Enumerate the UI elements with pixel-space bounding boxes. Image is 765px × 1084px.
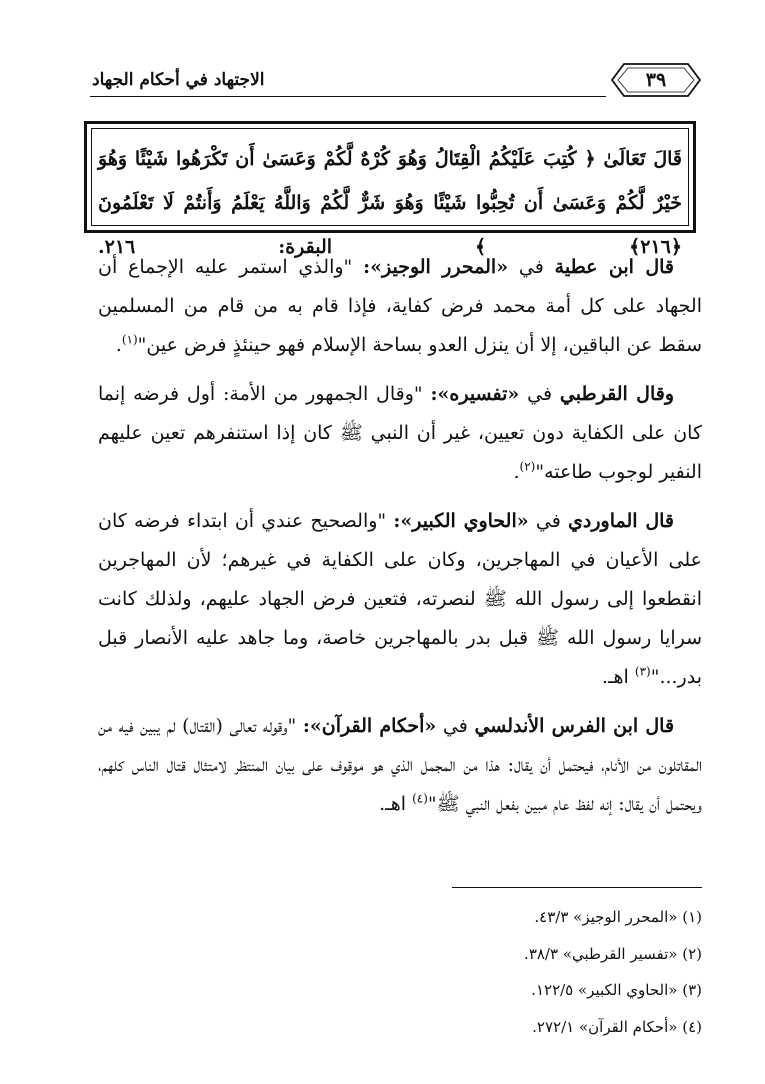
page-header: [90, 62, 702, 102]
paragraph-qurtubi: [98, 375, 702, 492]
footnote-ref: (١): [121, 332, 138, 347]
footnote-3: (٣) «الحاوي الكبير» ١٢٢/٥.: [531, 981, 702, 999]
author-name: قال ابن عطية: [554, 256, 674, 278]
book-title: «أحكام القرآن»:: [302, 715, 437, 737]
quote-text: "وقوله تعالى (القتال) لم يبين فيه من المقاتلون من الأنام، فيحتمل أن يقال: هذا من المجمل الذي هو موقوف على بيان المنتظر لامتثال قتال الناس كلهم، ويحتمل أن يقال: إنه لفظ عام مبين بفعل النبي ﷺ": [98, 715, 702, 815]
quran-verse-box: [84, 121, 696, 258]
author-name: وقال القرطبي: [559, 383, 675, 405]
book-title: «الحاوي الكبير»:: [393, 510, 529, 532]
quote-tail: .: [115, 334, 122, 356]
page-number: ٣٩: [645, 69, 667, 91]
paragraph-ibn-atiyya: [98, 248, 702, 365]
footnote-ref: (٤): [412, 791, 428, 806]
preposition: في: [518, 256, 544, 278]
quote-text: "والصحيح عندي أن ابتداء فرضه كان على الأعيان في المهاجرين، وكان على الكفاية في غيرهم؛ لأن المهاجرين انقطعوا إلى رسول الله ﷺ لنصرته، فتعين فرض الجهاد عليهم، ولذلك كانت سرايا رسول الله ﷺ قبل بدر بالمهاجرين خاصة، وما جاهد عليه الأنصار قبل بدر...": [98, 510, 702, 688]
footnote-ref: (٢): [519, 459, 536, 474]
header-rule: [90, 96, 606, 97]
quote-tail: .: [513, 461, 520, 483]
paragraph-mawardi: [98, 502, 702, 697]
book-title: «تفسيره»:: [430, 383, 520, 405]
quote-text: "وقال الجمهور من الأمة: أول فرضه إنما كان على الكفاية دون تعيين، غير أن النبي ﷺ كان إذا استنفرهم تعين عليهم النفير لوجوب طاعته": [98, 383, 702, 483]
footnote-separator: [452, 887, 702, 888]
page-number-badge: [610, 62, 702, 98]
footnote-2: (٢) «تفسير القرطبي» ٣٨/٣.: [524, 944, 702, 963]
footnote-1: (١) «المحرر الوجيز» ٤٣/٣.: [534, 908, 702, 926]
author-name: قال الماوردي: [568, 510, 675, 532]
preposition: في: [442, 715, 468, 737]
footnotes-list: [380, 907, 702, 1053]
quote-text: "والذي استمر عليه الإجماع أن الجهاد على كل أمة محمد فرض كفاية، فإذا قام به من قام من المسلمين سقط عن الباقين، إلا أن ينزل العدو بساحة الإسلام فهو حينئذٍ فرض عين": [98, 256, 702, 356]
quran-verse-text: قَالَ تَعَالَىٰ ﴿ كُتِبَ عَلَيْكُمُ الْقِتَالُ وَهُوَ كُرْهٌ لَّكُمْ وَعَسَىٰ أَن تَكْرَهُوا شَيْئًا وَهُوَ خَيْرٌ لَّكُمْ وَعَسَىٰ أَن تُحِبُّوا شَيْئًا وَهُوَ شَرٌّ لَّكُمْ وَاللَّهُ يَعْلَمُ وَأَنتُمْ لَا تَعْلَمُونَ ﴿٢١٦﴾ ﴾ البقرة: ٢١٦.: [98, 148, 682, 258]
preposition: في: [527, 383, 553, 405]
quote-tail: اهـ.: [379, 793, 413, 815]
book-title: «المحرر الوجيز»:: [363, 256, 509, 278]
quran-verse-inner-border: [91, 128, 689, 258]
footnote-4: (٤) «أحكام القرآن» ٢٧٢/١.: [532, 1017, 702, 1036]
paragraph-ibn-al-faras: [98, 707, 702, 824]
footnote-ref: (٣): [634, 664, 651, 679]
author-name: قال ابن الفرس الأندلسي: [474, 715, 675, 737]
main-text: [98, 248, 702, 824]
running-title: الاجتهاد في أحكام الجهاد: [92, 70, 265, 90]
quote-tail: اهـ.: [601, 666, 635, 688]
preposition: في: [535, 510, 561, 532]
